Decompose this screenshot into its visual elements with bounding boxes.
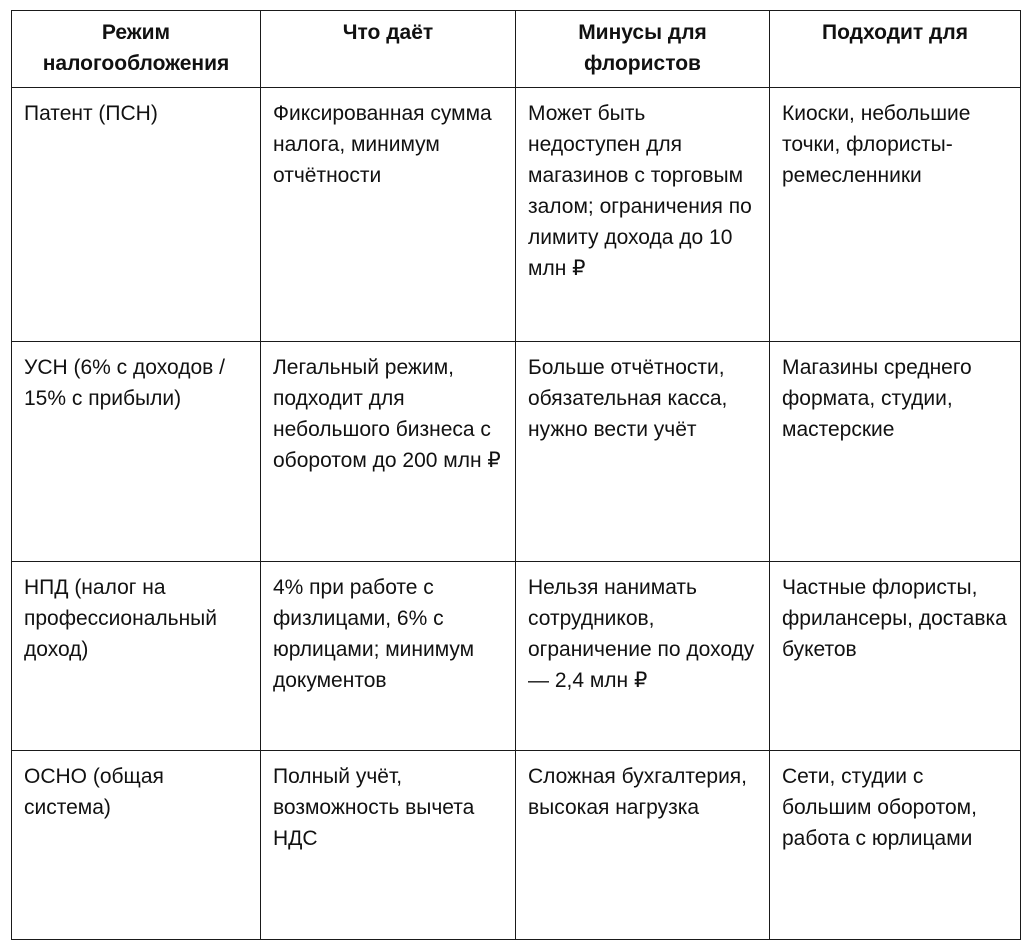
table-row bbox=[12, 751, 1021, 940]
cell-gives: Полный учёт, возможность вычета НДС bbox=[261, 751, 516, 940]
tax-regimes-table bbox=[11, 10, 1021, 940]
header-regime: Режим налогообложения bbox=[12, 11, 261, 88]
cell-suits: Магазины среднего формата, студии, мастерские bbox=[770, 342, 1021, 562]
cell-gives: Фиксированная сумма налога, минимум отчётности bbox=[261, 88, 516, 342]
table-header-row bbox=[12, 11, 1021, 88]
header-suits: Подходит для bbox=[770, 11, 1021, 88]
cell-suits: Киоски, небольшие точки, флористы-ремесленники bbox=[770, 88, 1021, 342]
cell-cons: Больше отчётности, обязательная касса, нужно вести учёт bbox=[516, 342, 770, 562]
cell-regime: ОСНО (общая система) bbox=[12, 751, 261, 940]
cell-cons: Нельзя нанимать сотрудников, ограничение по доходу — 2,4 млн ₽ bbox=[516, 562, 770, 751]
cell-regime: УСН (6% с доходов / 15% с прибыли) bbox=[12, 342, 261, 562]
header-cons: Минусы для флористов bbox=[516, 11, 770, 88]
cell-gives: 4% при работе с физлицами, 6% с юрлицами; минимум документов bbox=[261, 562, 516, 751]
header-gives: Что даёт bbox=[261, 11, 516, 88]
cell-regime: НПД (налог на профессиональный доход) bbox=[12, 562, 261, 751]
cell-suits: Сети, студии с большим оборотом, работа с юрлицами bbox=[770, 751, 1021, 940]
cell-suits: Частные флористы, фрилансеры, доставка букетов bbox=[770, 562, 1021, 751]
table-row bbox=[12, 562, 1021, 751]
cell-cons: Сложная бухгалтерия, высокая нагрузка bbox=[516, 751, 770, 940]
cell-regime: Патент (ПСН) bbox=[12, 88, 261, 342]
table-row bbox=[12, 342, 1021, 562]
cell-cons: Может быть недоступен для магазинов с торговым залом; ограничения по лимиту дохода до 10 млн ₽ bbox=[516, 88, 770, 342]
cell-gives: Легальный режим, подходит для небольшого бизнеса с оборотом до 200 млн ₽ bbox=[261, 342, 516, 562]
table-row bbox=[12, 88, 1021, 342]
